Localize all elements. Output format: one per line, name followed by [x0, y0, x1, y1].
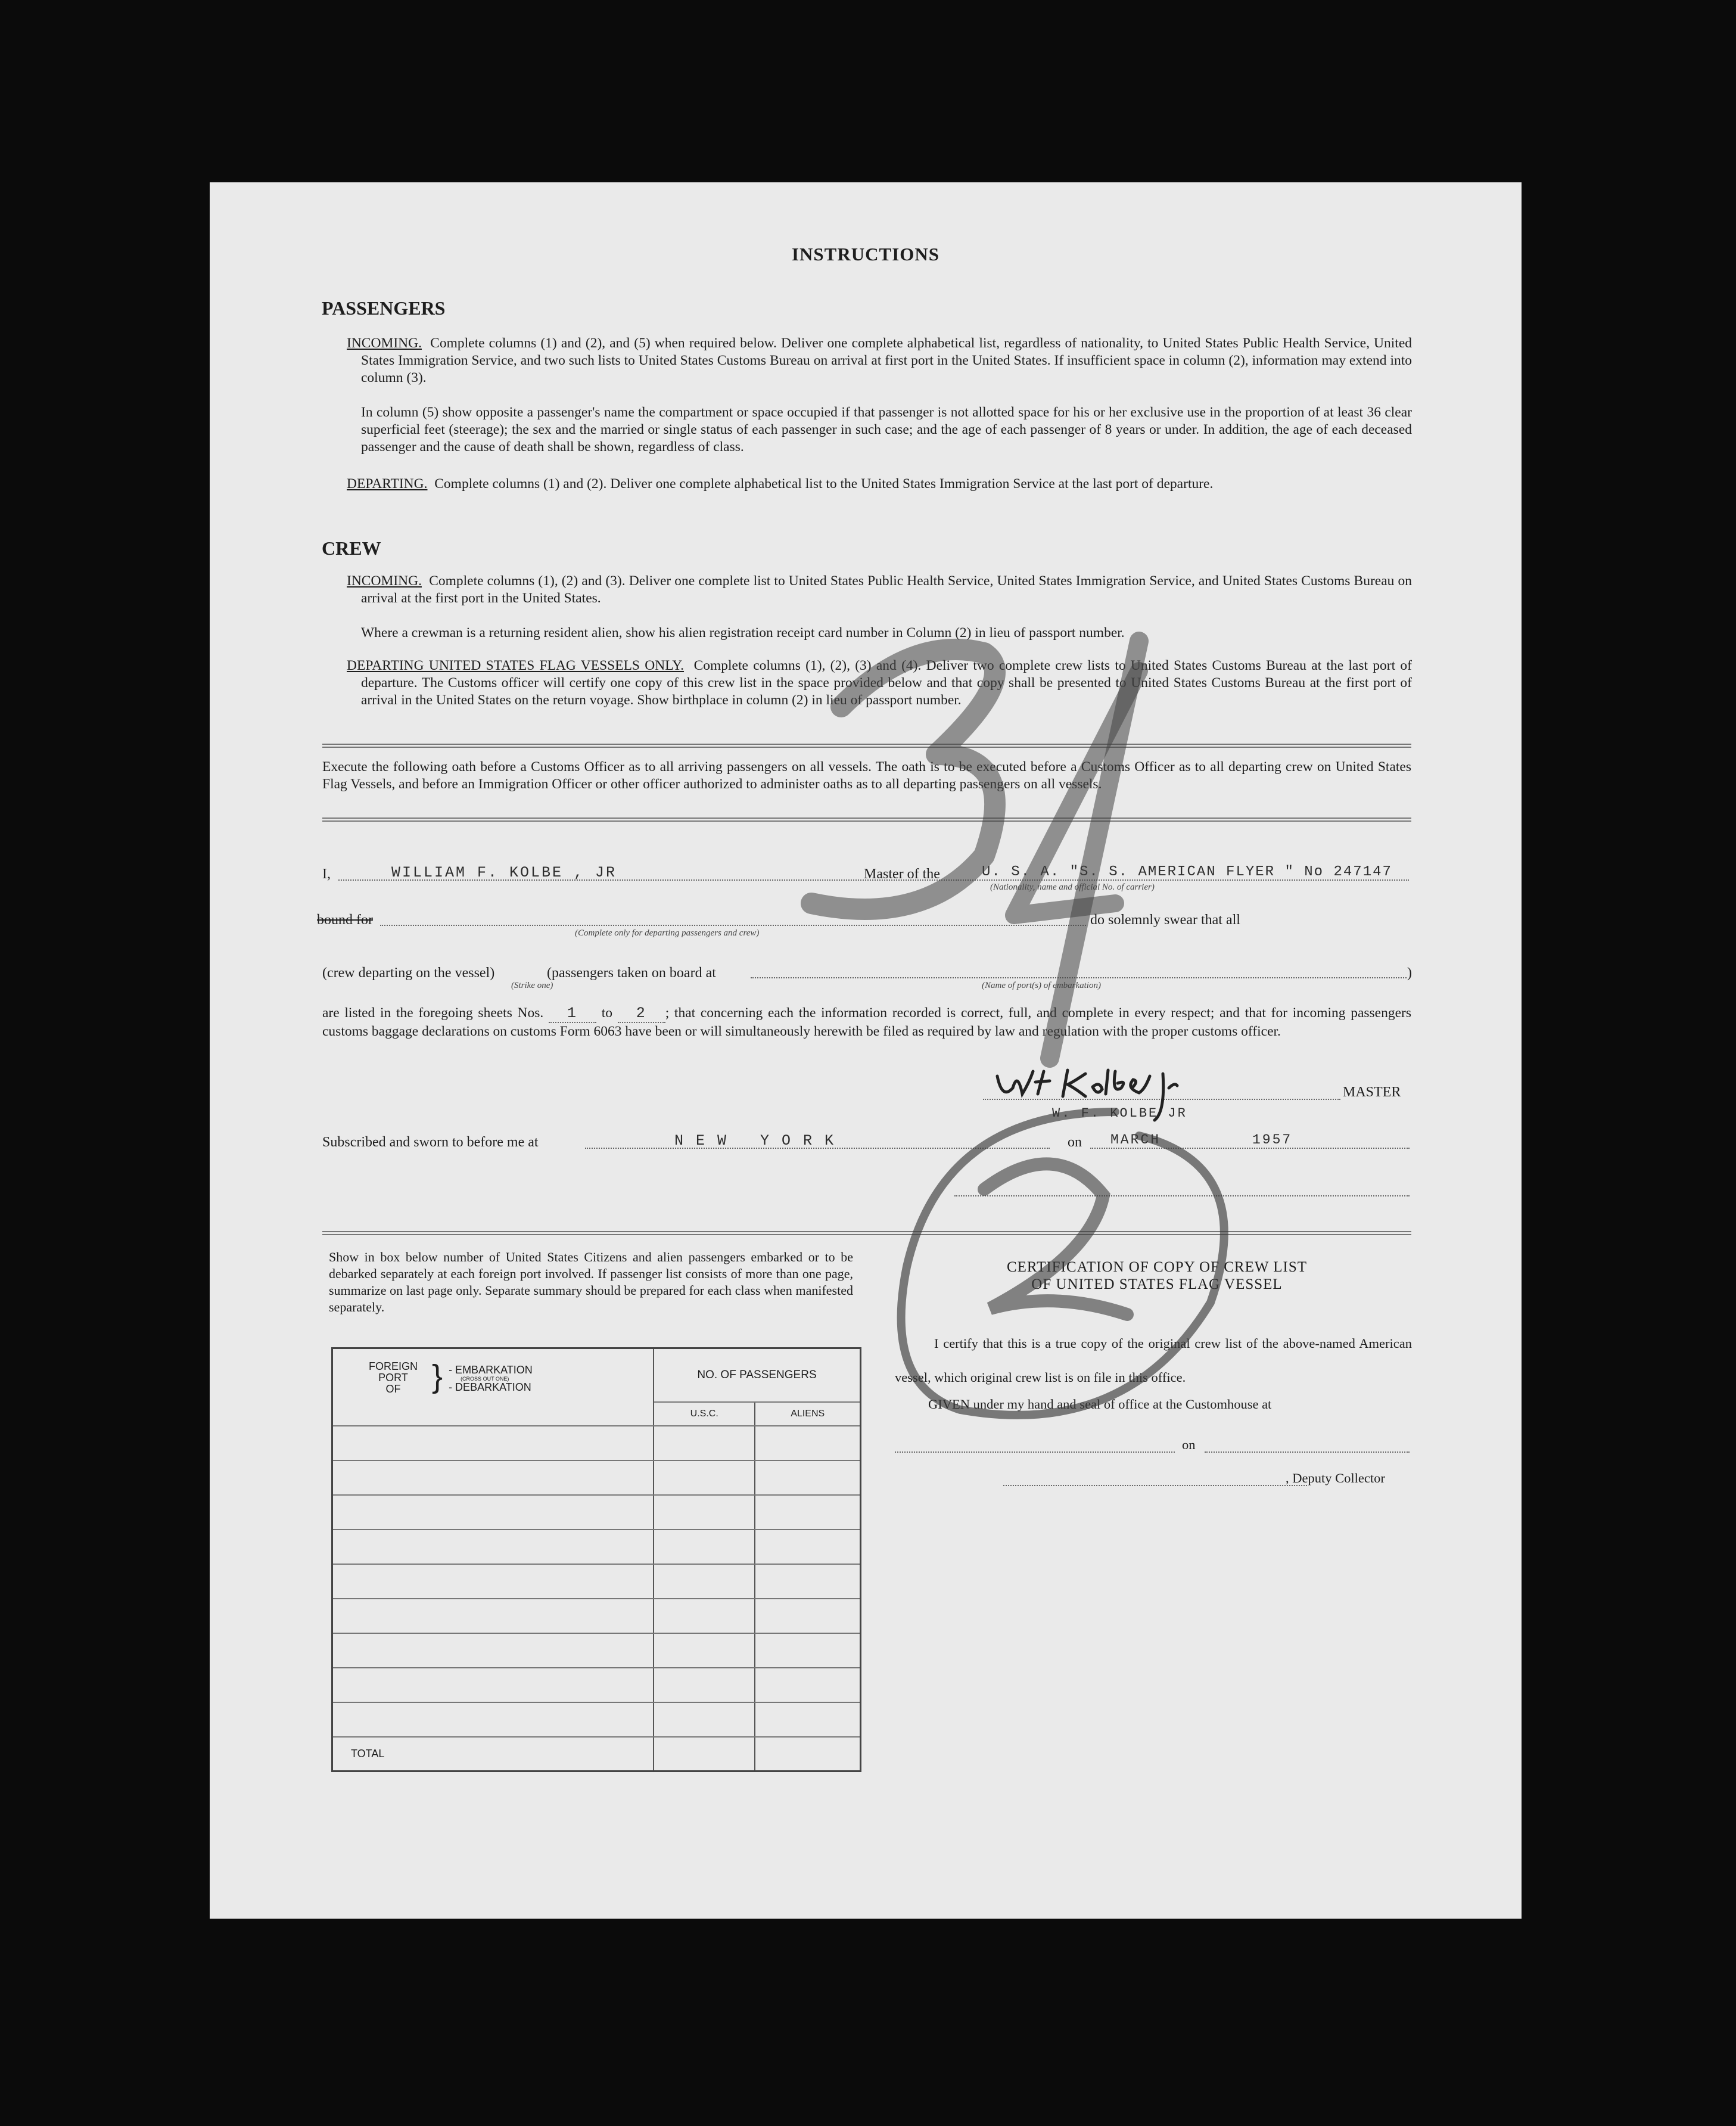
sheets-prefix: are listed in the foregoing sheets Nos.: [322, 1005, 544, 1021]
passengers-incoming-text: Complete columns (1) and (2), and (5) when required below. Deliver one complete alphabetical list, regardless of nationality, to United States Public Health Service, United States Immigration Service, and two such lists to United States Customs Bureau on arrival at first port in the United States. If insufficient space in column (2), information may extend into column (3).: [361, 335, 1412, 386]
sheets-text-1: ; that concerning each the information recorded is correct, full, and complete in every respect; and: [665, 1005, 1240, 1021]
document-page: [210, 182, 1522, 1919]
crew-incoming-text: Complete columns (1), (2) and (3). Deliver one complete list to United States Public Health Service, United States Immigration Service, and United States Customs Bureau on arrival at the first port in the United States.: [361, 573, 1412, 606]
master-label: MASTER: [1343, 1084, 1401, 1100]
crew-departing-text: Complete columns (1), (2), (3) and (4). Deliver two complete crew lists to United States Customs Bureau at the last port of departure. The Customs officer will certify one copy of this crew list in the space provided below and that copy shall be presented to United States Customs Bureau at the first port of arrival in the United States on the return voyage. Show birthplace in column (2) in lieu of passport number.: [361, 658, 1413, 708]
subscribed-label: Subscribed and sworn to before me at: [322, 1135, 539, 1150]
handwriting-overlay: [210, 182, 1522, 1919]
oath-intro: Execute the following oath before a Customs Officer as to all arriving passengers on all vessels. The oath is to be executed before a Customs Officer as to all departing crew on United States Flag Vessels, and before an Immigration Officer or other officer authorized to administer oaths as to all departing passengers on all vessels.: [322, 759, 1411, 792]
passengers-incoming-label: INCOMING.: [347, 335, 422, 351]
embarkation-option: - EMBARKATION: [449, 1364, 533, 1376]
port-header-foreign: FOREIGN: [369, 1360, 418, 1372]
crew-resident-paragraph: Where a crewman is a returning resident alien, show his alien registration receipt card number in Column (2) in lieu of passport number.: [361, 625, 1125, 641]
passengers-column5-paragraph: In column (5) show opposite a passenger's name the compartment or space occupied if that passenger is not allotted space for his or her exclusive use in the proportion of at least 36 clear superficial feet (steerage); the sex and the married or single status of each passenger in such case; and the age of each passenger of 8 years or under. In addition, the age of each deceased passenger and the cause of death shall be shown, regardless of class.: [361, 405, 1412, 455]
certify-text: I certify that this is a true copy of the original crew list of the above-named American vessel, which original crew list is on file in this office.: [895, 1336, 1412, 1385]
aliens-header: ALIENS: [755, 1402, 860, 1426]
port-header-of: OF: [385, 1383, 401, 1395]
usc-header: U.S.C.: [654, 1402, 755, 1426]
sheet-to: 2: [618, 1005, 665, 1023]
certification-title-line1: CERTIFICATION OF COPY OF CREW LIST: [1006, 1259, 1308, 1275]
sworn-month: MARCH: [1110, 1132, 1161, 1148]
sheets-to-label: to: [601, 1005, 612, 1021]
sheets-text-2: that for incoming passengers customs baggage declarations on customs Form 6063 have been or will simultaneously herewith be filed as required by law and regulation with the proper customs officer.: [322, 1005, 1412, 1039]
passengers-departing-label: DEPARTING.: [347, 476, 428, 492]
certification-title-line2: OF UNITED STATES FLAG VESSEL: [1031, 1276, 1283, 1292]
ports-caption: (Name of port(s) of embarkation): [982, 981, 1101, 990]
total-label: TOTAL: [332, 1737, 654, 1771]
crew-departing-option: (crew departing on the vessel): [322, 965, 495, 981]
oath-i-label: I,: [322, 866, 331, 882]
swear-text: do solemnly swear that all: [1090, 912, 1240, 928]
port-header-port: PORT: [378, 1372, 408, 1384]
bound-for-label: bound for: [317, 912, 373, 928]
sworn-place: N E W Y O R K: [674, 1132, 836, 1149]
passengers-taken-option: (passengers taken on board at: [547, 965, 716, 981]
date-on-label: on: [1068, 1135, 1082, 1150]
crew-incoming-label: INCOMING.: [347, 573, 422, 589]
vessel-name: U. S. A. "S. S. AMERICAN FLYER " No 247147: [982, 864, 1392, 880]
crew-departing-label: DEPARTING UNITED STATES FLAG VESSELS ONLY.: [347, 658, 685, 673]
deputy-collector-label: , Deputy Collector: [1286, 1471, 1385, 1485]
passengers-heading: PASSENGERS: [322, 297, 446, 319]
master-signed-name: W. F. KOLBE JR: [1052, 1106, 1187, 1121]
master-name: WILLIAM F. KOLBE , JR: [391, 864, 617, 881]
passengers-departing-text: Complete columns (1) and (2). Deliver one complete alphabetical list to the United States Immigration Service at the last port of departure.: [434, 476, 1214, 492]
master-of-label: Master of the: [864, 866, 940, 882]
cert-on-label: on: [1182, 1437, 1196, 1452]
debarkation-option: - DEBARKATION: [449, 1381, 531, 1393]
passengers-count-header: NO. OF PASSENGERS: [654, 1348, 861, 1402]
bound-for-caption: (Complete only for departing passengers and crew): [575, 928, 760, 938]
ports-close: ): [1407, 965, 1412, 981]
summary-note: Show in box below number of United States Citizens and alien passengers embarked or to be debarked separately at each foreign port involved. If passenger list consists of more than one page, summarize on last page only. Separate summary should be prepared for each class when manifested separately.: [329, 1250, 853, 1314]
strike-one-caption: (Strike one): [511, 981, 553, 990]
vessel-caption: (Nationality, name and official No. of carrier): [990, 882, 1155, 892]
cross-out-note: (CROSS OUT ONE): [461, 1376, 509, 1382]
sheet-from: 1: [549, 1005, 596, 1023]
given-text: GIVEN under my hand and seal of office at the Customhouse at: [928, 1397, 1272, 1412]
crew-heading: CREW: [322, 537, 381, 559]
page-title: INSTRUCTIONS: [791, 244, 939, 265]
sheet-number-circle: [901, 1112, 1224, 1415]
brace-glyph: }: [432, 1359, 443, 1394]
page-number-scrawl: [811, 641, 1139, 1058]
sworn-year: 1957: [1252, 1132, 1293, 1148]
